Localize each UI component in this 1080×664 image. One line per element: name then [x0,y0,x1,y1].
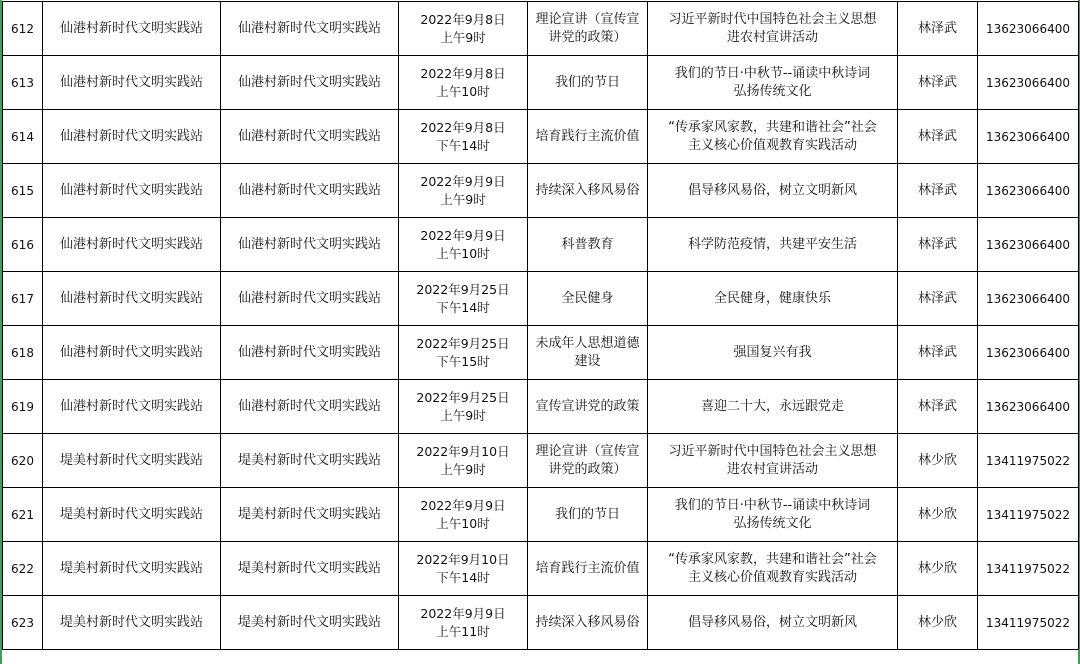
cell-phone[interactable] [978,56,1079,110]
cell-contact[interactable] [898,380,978,434]
cell-station-name-text: 仙港村新时代文明实践站 [237,182,381,198]
cell-station-name[interactable] [221,488,399,542]
cell-category[interactable] [528,110,648,164]
table-row [3,434,1079,488]
cell-category[interactable] [528,164,648,218]
cell-phone[interactable] [978,380,1079,434]
cell-activity-text: 科学防范疫情，共建平安生活 [687,236,857,252]
cell-category-text: 持续深入移风易俗 [535,182,640,198]
cell-number-text: 623 [11,615,34,630]
cell-number[interactable] [3,542,43,596]
cell-datetime-text: 2022年9月9日 [420,227,506,243]
cell-station-name-text: 仙港村新时代文明实践站 [237,398,381,414]
cell-number[interactable] [3,380,43,434]
cell-phone[interactable] [978,218,1079,272]
cell-datetime-text: 2022年9月25日 [416,335,510,351]
cell-activity[interactable] [648,380,898,434]
cell-station-name-text: 仙港村新时代文明实践站 [237,344,381,360]
cell-datetime-text: 2022年9月8日 [420,119,506,135]
cell-datetime-text: 2022年9月10日 [416,551,510,567]
cell-contact[interactable] [898,164,978,218]
cell-category[interactable] [528,434,648,488]
cell-datetime[interactable] [399,434,528,488]
cell-datetime[interactable] [399,380,528,434]
cell-activity[interactable] [648,2,898,56]
cell-contact[interactable] [898,2,978,56]
cell-number-text: 618 [11,345,34,360]
cell-datetime-text: 2022年9月25日 [416,281,510,297]
cell-station-text: 仙港村新时代文明实践站 [59,20,203,36]
cell-activity-text: 习近平新时代中国特色社会主义思想 [668,443,877,459]
cell-station[interactable] [43,2,221,56]
cell-station[interactable] [43,380,221,434]
cell-activity-text: 强国复兴有我 [733,344,812,360]
cell-station-name[interactable] [221,2,399,56]
cell-station-text: 仙港村新时代文明实践站 [59,236,203,252]
cell-station-text: 仙港村新时代文明实践站 [59,128,203,144]
cell-phone[interactable] [978,272,1079,326]
cell-contact-text: 林泽武 [917,344,957,360]
cell-datetime-text: 2022年9月9日 [420,497,506,513]
cell-contact-text: 林少欣 [917,560,957,576]
cell-category-text: 全民健身 [561,290,614,306]
cell-datetime-text: 上午9时 [440,461,486,477]
cell-station-text: 仙港村新时代文明实践站 [59,398,203,414]
cell-phone-text: 13623066400 [986,183,1070,198]
cell-phone-text: 13411975022 [986,453,1070,468]
cell-datetime-text: 下午14时 [436,569,490,585]
cell-contact-text: 林泽武 [917,74,957,90]
cell-phone[interactable] [978,110,1079,164]
cell-number-text: 619 [11,399,34,414]
cell-datetime-text: 上午10时 [436,83,490,99]
cell-category[interactable] [528,542,648,596]
cell-datetime[interactable] [399,542,528,596]
cell-station-name-text: 仙港村新时代文明实践站 [237,74,381,90]
cell-datetime-text: 2022年9月9日 [420,173,506,189]
cell-number[interactable] [3,272,43,326]
cell-phone-text: 13623066400 [986,291,1070,306]
cell-station-name[interactable] [221,56,399,110]
cell-datetime-text: 下午14时 [436,137,490,153]
cell-category-text: 理论宣讲（宣传宣 [535,11,640,27]
cell-category[interactable] [528,326,648,380]
cell-phone-text: 13411975022 [986,507,1070,522]
table-row [3,164,1079,218]
cell-number[interactable] [3,164,43,218]
cell-category-text: 科普教育 [561,236,614,252]
cell-phone-text: 13623066400 [986,21,1070,36]
cell-phone[interactable] [978,434,1079,488]
cell-station-name-text: 堤美村新时代文明实践站 [237,560,381,576]
cell-number-text: 615 [11,183,34,198]
cell-station[interactable] [43,164,221,218]
cell-number-text: 621 [11,507,34,522]
cell-station-name[interactable] [221,434,399,488]
cell-number[interactable] [3,110,43,164]
cell-datetime-text: 上午10时 [436,245,490,261]
cell-station-text: 堤美村新时代文明实践站 [59,452,203,468]
cell-station-name-text: 仙港村新时代文明实践站 [237,290,381,306]
cell-station-name-text: 堤美村新时代文明实践站 [237,452,381,468]
cell-category-text: 宣传宣讲党的政策 [535,398,640,414]
table-row [3,110,1079,164]
cell-number[interactable] [3,56,43,110]
cell-datetime[interactable] [399,488,528,542]
cell-contact[interactable] [898,110,978,164]
cell-phone[interactable] [978,596,1079,650]
cell-number-text: 620 [11,453,34,468]
cell-contact[interactable] [898,488,978,542]
cell-category[interactable] [528,488,648,542]
table-row [3,272,1079,326]
cell-phone-text: 13623066400 [986,237,1070,252]
cell-station[interactable] [43,56,221,110]
cell-station[interactable] [43,542,221,596]
cell-contact-text: 林少欣 [917,614,957,630]
cell-datetime-text: 2022年9月10日 [416,443,510,459]
cell-phone-text: 13623066400 [986,129,1070,144]
cell-station-text: 堤美村新时代文明实践站 [59,614,203,630]
cell-station-name[interactable] [221,596,399,650]
cell-category[interactable] [528,596,648,650]
cell-activity[interactable] [648,596,898,650]
cell-number-text: 613 [11,75,34,90]
cell-activity-text: 全民健身，健康快乐 [713,290,831,306]
cell-category[interactable] [528,272,648,326]
cell-category[interactable] [528,380,648,434]
cell-category-text: 理论宣讲（宣传宣 [535,443,640,459]
cell-station[interactable] [43,596,221,650]
activity-table [2,1,1079,650]
cell-datetime-text: 下午14时 [436,299,490,315]
cell-station[interactable] [43,488,221,542]
cell-category-text: 持续深入移风易俗 [535,614,640,630]
cell-number[interactable] [3,326,43,380]
cell-datetime[interactable] [399,56,528,110]
cell-contact[interactable] [898,542,978,596]
cell-station-name-text: 堤美村新时代文明实践站 [237,506,381,522]
cell-activity-text: 弘扬传统文化 [733,83,812,99]
cell-station-text: 仙港村新时代文明实践站 [59,344,203,360]
cell-contact[interactable] [898,326,978,380]
cell-datetime-text: 2022年9月8日 [420,11,506,27]
table-row [3,380,1079,434]
cell-phone[interactable] [978,2,1079,56]
cell-category-text: 讲党的政策） [548,29,627,45]
cell-contact[interactable] [898,56,978,110]
cell-datetime[interactable] [399,2,528,56]
cell-activity-text: 主义核心价值观教育实践活动 [687,137,857,153]
cell-datetime-text: 上午9时 [440,407,486,423]
cell-activity-text: 习近平新时代中国特色社会主义思想 [668,11,877,27]
cell-number[interactable] [3,488,43,542]
cell-activity-text: 弘扬传统文化 [733,515,812,531]
cell-contact-text: 林泽武 [917,182,957,198]
cell-activity-text: “传承家风家教，共建和谐社会”社会 [668,551,877,567]
cell-datetime-text: 下午15时 [436,353,490,369]
cell-activity-text: 主义核心价值观教育实践活动 [687,569,857,585]
table-row [3,542,1079,596]
cell-category[interactable] [528,2,648,56]
cell-category[interactable] [528,56,648,110]
cell-phone[interactable] [978,488,1079,542]
cell-datetime-text: 2022年9月8日 [420,65,506,81]
cell-category-text: 我们的节日 [554,74,620,90]
cell-station-name[interactable] [221,164,399,218]
cell-activity[interactable] [648,218,898,272]
cell-category-text: 建设 [574,353,601,369]
cell-datetime-text: 上午9时 [440,191,486,207]
cell-activity[interactable] [648,56,898,110]
cell-station-name[interactable] [221,542,399,596]
cell-station-text: 仙港村新时代文明实践站 [59,182,203,198]
cell-number-text: 622 [11,561,34,576]
table-row [3,488,1079,542]
cell-category-text: 培育践行主流价值 [535,128,640,144]
cell-datetime-text: 上午9时 [440,29,486,45]
table-row [3,326,1079,380]
table-row [3,56,1079,110]
cell-activity[interactable] [648,488,898,542]
table-row [3,2,1079,56]
cell-activity-text: 我们的节日·中秋节--诵读中秋诗词 [674,65,871,81]
cell-station-name-text: 堤美村新时代文明实践站 [237,614,381,630]
cell-number[interactable] [3,596,43,650]
cell-datetime[interactable] [399,110,528,164]
cell-datetime-text: 2022年9月25日 [416,389,510,405]
cell-activity-text: 倡导移风易俗，树立文明新风 [687,614,857,630]
table-row [3,596,1079,650]
cell-station-name[interactable] [221,218,399,272]
cell-phone-text: 13623066400 [986,399,1070,414]
cell-activity[interactable] [648,164,898,218]
cell-activity-text: “传承家风家教，共建和谐社会”社会 [668,119,877,135]
cell-activity-text: 进农村宣讲活动 [726,29,818,45]
cell-contact-text: 林少欣 [917,506,957,522]
table-body [3,2,1079,650]
table-row [3,218,1079,272]
cell-category-text: 培育践行主流价值 [535,560,640,576]
cell-station-name-text: 仙港村新时代文明实践站 [237,236,381,252]
cell-datetime-text: 2022年9月9日 [420,605,506,621]
cell-activity-text: 进农村宣讲活动 [726,461,818,477]
cell-activity[interactable] [648,326,898,380]
cell-category-text: 未成年人思想道德 [535,335,640,351]
cell-category-text: 我们的节日 [554,506,620,522]
cell-phone-text: 13411975022 [986,561,1070,576]
cell-activity-text: 倡导移风易俗，树立文明新风 [687,182,857,198]
cell-datetime-text: 上午11时 [436,623,490,639]
cell-number[interactable] [3,218,43,272]
cell-contact[interactable] [898,596,978,650]
cell-activity-text: 我们的节日·中秋节--诵读中秋诗词 [674,497,871,513]
cell-station-text: 堤美村新时代文明实践站 [59,560,203,576]
cell-station-name-text: 仙港村新时代文明实践站 [237,128,381,144]
cell-station[interactable] [43,110,221,164]
cell-contact[interactable] [898,272,978,326]
cell-activity-text: 喜迎二十大，永远跟党走 [700,398,844,414]
cell-station-name[interactable] [221,272,399,326]
cell-station-text: 仙港村新时代文明实践站 [59,290,203,306]
cell-category[interactable] [528,218,648,272]
cell-datetime[interactable] [399,164,528,218]
cell-datetime[interactable] [399,326,528,380]
cell-number-text: 616 [11,237,34,252]
cell-contact-text: 林泽武 [917,128,957,144]
cell-phone-text: 13623066400 [986,345,1070,360]
cell-contact-text: 林泽武 [917,290,957,306]
cell-phone-text: 13623066400 [986,75,1070,90]
cell-datetime[interactable] [399,596,528,650]
cell-number-text: 612 [11,21,34,36]
cell-contact[interactable] [898,218,978,272]
cell-phone[interactable] [978,542,1079,596]
cell-phone[interactable] [978,164,1079,218]
cell-activity[interactable] [648,542,898,596]
cell-activity[interactable] [648,434,898,488]
cell-datetime-text: 上午10时 [436,515,490,531]
cell-category-text: 讲党的政策） [548,461,627,477]
cell-number[interactable] [3,434,43,488]
cell-station[interactable] [43,326,221,380]
cell-station[interactable] [43,434,221,488]
cell-number-text: 617 [11,291,34,306]
cell-number-text: 614 [11,129,34,144]
cell-contact-text: 林泽武 [917,398,957,414]
cell-phone-text: 13411975022 [986,615,1070,630]
cell-station-name[interactable] [221,326,399,380]
cell-station[interactable] [43,272,221,326]
cell-phone[interactable] [978,326,1079,380]
cell-contact-text: 林泽武 [917,236,957,252]
cell-datetime[interactable] [399,272,528,326]
cell-contact[interactable] [898,434,978,488]
cell-station-name[interactable] [221,110,399,164]
cell-number[interactable] [3,2,43,56]
cell-contact-text: 林泽武 [917,20,957,36]
cell-station-name-text: 仙港村新时代文明实践站 [237,20,381,36]
cell-station[interactable] [43,218,221,272]
cell-activity[interactable] [648,272,898,326]
cell-contact-text: 林少欣 [917,452,957,468]
cell-datetime[interactable] [399,218,528,272]
cell-station-text: 仙港村新时代文明实践站 [59,74,203,90]
cell-station-text: 堤美村新时代文明实践站 [59,506,203,522]
cell-activity[interactable] [648,110,898,164]
cell-station-name[interactable] [221,380,399,434]
